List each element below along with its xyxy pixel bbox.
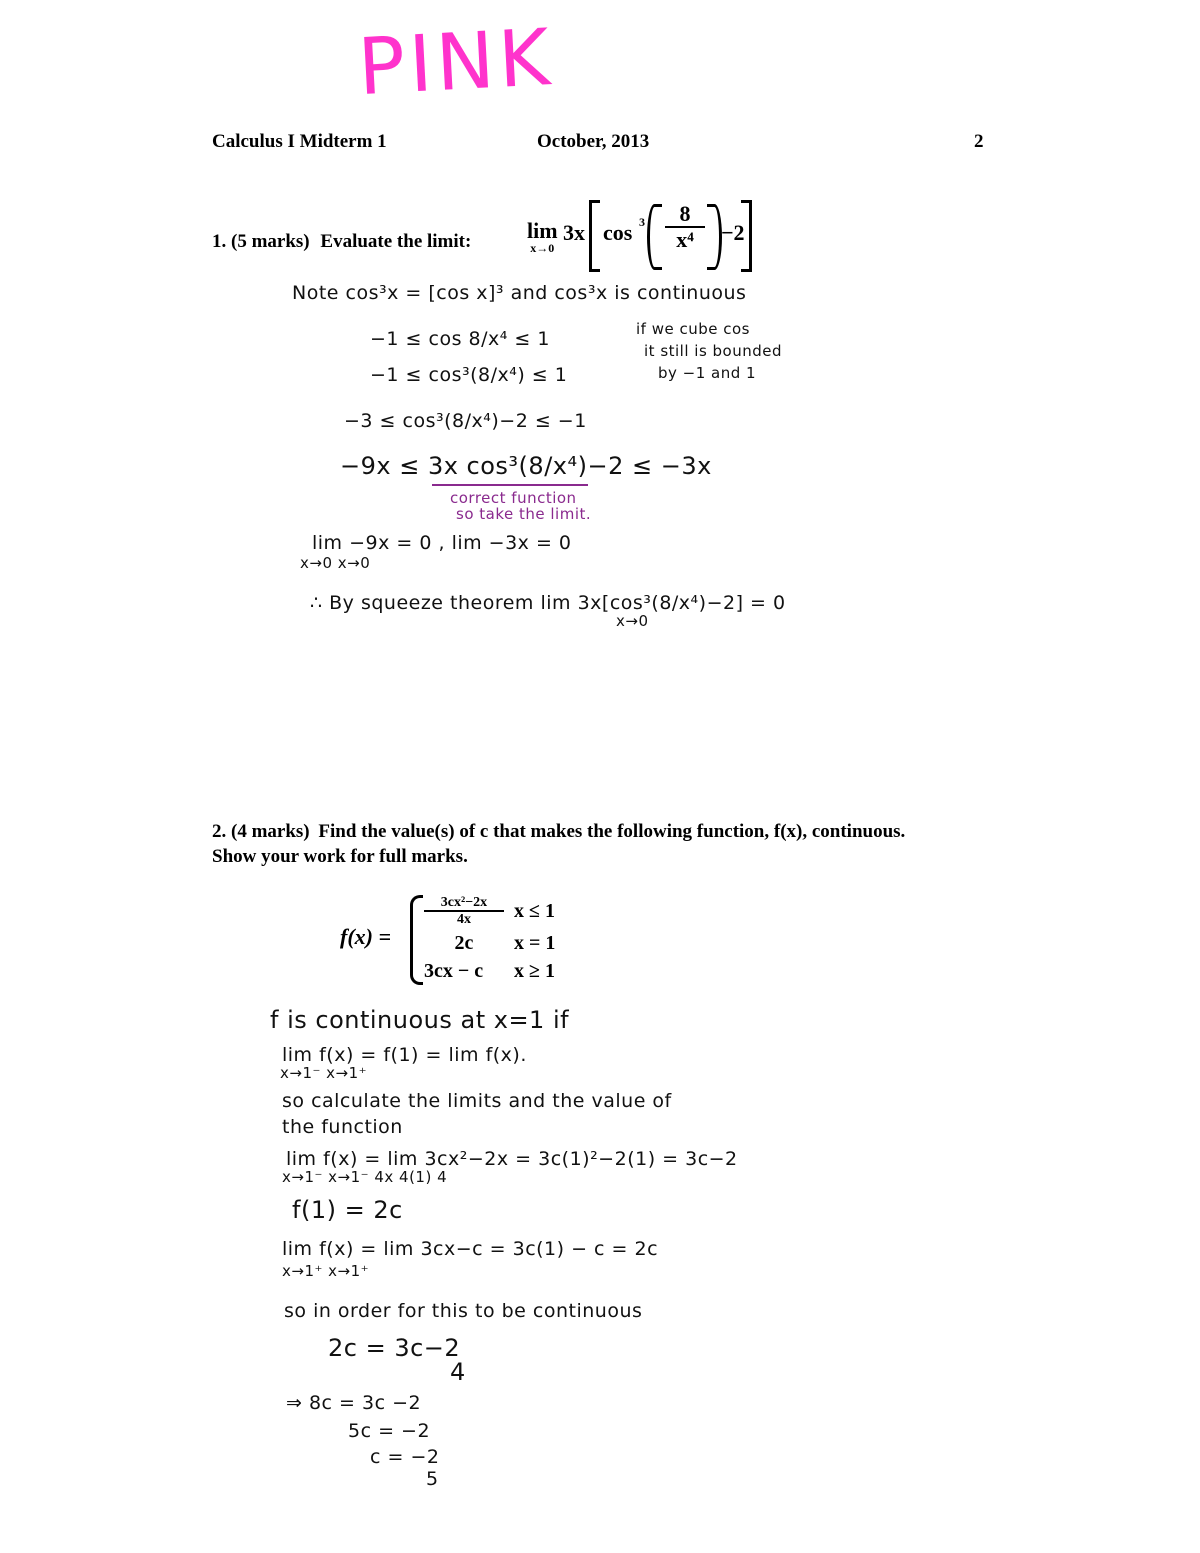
q1-work-multiply: −9x ≤ 3x cos³(8/x⁴)−2 ≤ −3x: [340, 452, 712, 480]
limit-lim: lim: [527, 218, 558, 243]
q2-prompt: Find the value(s) of c that makes the following function, f(x), continuous.: [318, 821, 906, 842]
q2-work-answer: c = −2: [370, 1446, 440, 1468]
q1-correction-line1: correct function: [450, 489, 577, 507]
q2-work-f-of-1: f(1) = 2c: [292, 1196, 403, 1224]
q1-correction-line2: so take the limit.: [456, 505, 592, 523]
piece-1-denominator: 4x: [457, 912, 471, 927]
piece-row-2: [424, 929, 555, 957]
q2-work-function: the function: [282, 1116, 403, 1138]
limit-coef: 3x: [563, 220, 585, 245]
piece-2-cond: x = 1: [514, 931, 556, 954]
q1-work-bound-cube: −1 ≤ cos³(8/x⁴) ≤ 1: [370, 364, 568, 386]
left-bracket: [589, 200, 600, 272]
limit-denominator: x⁴: [676, 227, 694, 253]
q2-work-step-1: ⇒ 8c = 3c −2: [286, 1392, 422, 1414]
piecewise-fx-label: f(x) =: [340, 924, 392, 949]
q1-side-note-3: by −1 and 1: [658, 364, 757, 382]
q1-work-limits-sub: x→0 x→0: [300, 554, 371, 572]
q1-work-squeeze-sub: x→0: [616, 612, 649, 630]
q2-work-right-limit-sub: x→1⁺ x→1⁺: [282, 1262, 370, 1280]
q2-work-step-2: 5c = −2: [348, 1420, 431, 1442]
q2-work-in-order: so in order for this to be continuous: [284, 1300, 643, 1322]
piecewise-cases: [424, 893, 555, 985]
piecewise-brace: [410, 895, 423, 985]
q2-work-answer-den: 5: [426, 1468, 439, 1490]
q2-work-left-limit: lim f(x) = lim 3cx²−2x = 3c(1)²−2(1) = 3c−2: [286, 1148, 738, 1170]
q2-work-left-limit-sub: x→1⁻ x→1⁻ 4x 4(1) 4: [282, 1168, 448, 1186]
q1-work-bound-cos: −1 ≤ cos 8/x⁴ ≤ 1: [370, 328, 550, 350]
piece-3-cond: x ≥ 1: [514, 959, 555, 982]
pink-annotation: PINK: [355, 12, 556, 114]
q2-title-line2: Show your work for full marks.: [212, 846, 468, 867]
limit-fraction: [665, 202, 705, 252]
exam-date: October, 2013: [537, 131, 650, 152]
q2-work-calculate: so calculate the limits and the value of: [282, 1090, 672, 1112]
piece-1-cond: x ≤ 1: [514, 899, 555, 922]
piece-3-expr: 3cx − c: [424, 959, 484, 982]
limit-numerator: 8: [665, 202, 705, 228]
piece-row-3: [424, 957, 555, 985]
q1-work-note: Note cos³x = [cos x]³ and cos³x is continuous: [292, 282, 747, 304]
limit-sub: x→0: [530, 241, 555, 255]
right-paren: [707, 204, 722, 270]
q2-marks: 2. (4 marks): [212, 821, 310, 842]
q2-work-continuity: f is continuous at x=1 if: [270, 1006, 570, 1034]
q2-work-condition-sub: x→1⁻ x→1⁺: [280, 1064, 368, 1082]
course-title: Calculus I Midterm 1: [212, 131, 387, 152]
piece-1-numerator: 3cx²−2x: [424, 895, 504, 912]
q1-prompt: Evaluate the limit:: [320, 231, 472, 252]
q1-side-note-2: it still is bounded: [644, 342, 783, 360]
q2-work-condition: lim f(x) = f(1) = lim f(x).: [282, 1044, 527, 1066]
q1-work-squeeze: ∴ By squeeze theorem lim 3x[cos³(8/x⁴)−2] = 0: [310, 592, 786, 614]
q2-work-equation: 2c = 3c−2: [328, 1334, 461, 1362]
limit-cube: 3: [639, 215, 645, 229]
piece-2-expr: 2c: [454, 931, 474, 954]
q1-side-note-1: if we cube cos: [636, 320, 750, 338]
limit-cos: cos: [603, 220, 633, 245]
page-number: 2: [974, 131, 984, 152]
q1-work-minus-two: −3 ≤ cos³(8/x⁴)−2 ≤ −1: [344, 410, 587, 432]
q1-marks: 1. (5 marks): [212, 231, 310, 252]
q2-work-equation-den: 4: [450, 1358, 466, 1386]
q1-title: [212, 231, 471, 253]
piece-row-1: [424, 893, 555, 929]
right-bracket: [741, 200, 752, 272]
limit-minus-two: −2: [721, 220, 745, 245]
q1-correction-underline: [432, 484, 588, 486]
left-paren: [647, 204, 662, 270]
piece-1-expr: [424, 895, 504, 928]
q2-title: [212, 821, 905, 843]
q2-work-right-limit: lim f(x) = lim 3cx−c = 3c(1) − c = 2c: [282, 1238, 659, 1260]
q1-work-limits: lim −9x = 0 , lim −3x = 0: [312, 532, 572, 554]
